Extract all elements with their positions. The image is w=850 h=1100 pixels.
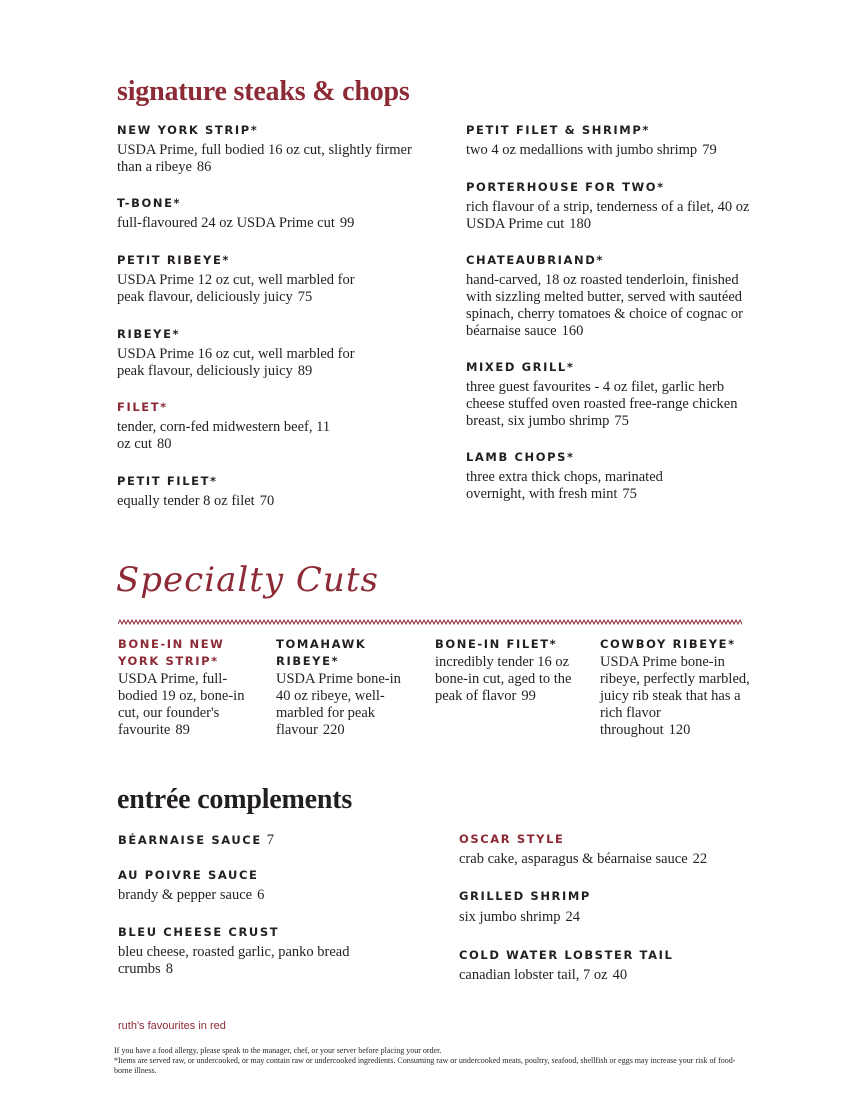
item-description: equally tender 8 oz filet 70 [117,493,275,509]
item-name: GRILLED SHRIMP [459,889,591,903]
item-price: 89 [297,363,313,379]
decorative-divider [118,618,742,626]
item-description: brandy & pepper sauce 6 [118,887,265,903]
item-name: BONE-IN FILET* [435,637,558,651]
complement-item [118,924,378,978]
item-name: NEW YORK STRIP* [117,123,259,137]
item-name: COWBOY RIBEYE* [600,637,736,651]
menu-item [117,326,377,380]
item-price: 180 [569,216,592,232]
item-price: 40 [612,967,628,983]
item-description: bleu cheese, roasted garlic, panko bread crumbs 8 [118,944,350,977]
favourites-legend: ruth's favourites in red [118,1020,226,1032]
item-description: three guest favourites - 4 oz filet, garlic herb cheese stuffed oven roasted free-range chicken breast, six jumbo shrimp 75 [466,379,738,429]
item-description: tender, corn-fed midwestern beef, 11 oz cut 80 [117,419,331,452]
item-price: 220 [322,722,345,738]
item-price: 70 [259,493,275,509]
specialty-item [435,636,585,705]
allergy-notice: If you have a food allergy, please speak to the manager, chef, or your server before placing your order. [114,1046,442,1055]
menu-item [117,122,417,176]
complement-item [118,831,438,849]
item-name: OSCAR STYLE [459,832,565,846]
item-price: 99 [339,215,355,231]
item-price: 8 [165,961,173,977]
item-name: PETIT RIBEYE* [117,253,231,267]
signature-section-title: signature steaks & chops [117,76,410,107]
item-price: 160 [561,323,584,339]
item-price: 7 [266,832,275,848]
item-price: 120 [668,722,691,738]
menu-item [466,179,756,233]
item-description: full-flavoured 24 oz USDA Prime cut 99 [117,215,355,231]
item-name: COLD WATER LOBSTER TAIL [459,948,674,962]
item-price: 99 [521,688,536,704]
item-price: 80 [157,436,172,452]
item-description: six jumbo shrimp 24 [459,909,581,925]
item-name: PETIT FILET* [117,474,218,488]
item-price: 6 [257,887,265,903]
item-description: hand-carved, 18 oz roasted tenderloin, finished with sizzling melted butter, served with sautéed spinach, cherry tomatoes & choice of cognac or béarnaise sauce 160 [466,272,744,339]
item-name: T-BONE* [117,196,182,210]
item-name: CHATEAUBRIAND* [466,253,605,267]
menu-item [117,195,417,232]
item-description: USDA Prime, full bodied 16 oz cut, slightly firmer than a ribeye 86 [117,142,412,175]
item-name: BÉARNAISE SAUCE [118,833,262,847]
item-description: incredibly tender 16 oz bone-in cut, aged to the peak of flavor 99 [435,654,572,704]
complements-section-title: entrée complements [117,784,353,815]
item-description: USDA Prime 16 oz cut, well marbled for peak flavour, deliciously juicy 89 [117,346,355,379]
menu-item [466,359,756,430]
item-description: USDA Prime bone-in ribeye, perfectly marbled, juicy rib steak that has a rich flavor throughout 120 [600,654,750,738]
item-description: rich flavour of a strip, tenderness of a filet, 40 oz USDA Prime cut 180 [466,199,750,232]
item-name: LAMB CHOPS* [466,450,575,464]
item-name: BLEU CHEESE CRUST [118,925,280,939]
menu-item [466,122,756,159]
item-description: USDA Prime 12 oz cut, well marbled for peak flavour, deliciously juicy 75 [117,272,355,305]
item-name: BONE-IN NEW YORK STRIP* [118,637,225,668]
item-description: USDA Prime bone-in 40 oz ribeye, well-marbled for peak flavour 220 [276,671,401,738]
specialty-item-favourite [118,636,258,739]
item-name: TOMAHAWK RIBEYE* [276,637,367,668]
menu-item [117,473,417,510]
item-name: PORTERHOUSE FOR TWO* [466,180,665,194]
item-name: RIBEYE* [117,327,181,341]
item-price: 75 [297,289,313,305]
item-description: canadian lobster tail, 7 oz 40 [459,967,628,983]
item-name: AU POIVRE SAUCE [118,868,259,882]
item-description: two 4 oz medallions with jumbo shrimp 79 [466,142,717,158]
specialty-section-title: Specialty Cuts [116,560,379,600]
menu-item [466,449,696,503]
item-price: 75 [622,486,637,502]
item-name: FILET* [117,400,168,414]
item-price: 24 [565,909,581,925]
item-price: 22 [692,851,708,867]
complement-item [459,888,759,926]
complement-item [118,867,438,904]
specialty-item [600,636,750,739]
item-name: MIXED GRILL* [466,360,575,374]
item-price: 86 [196,159,212,175]
menu-item-favourite [117,399,332,453]
complement-item-favourite [459,831,759,868]
raw-food-disclaimer: *Items are served raw, or undercooked, or may contain raw or undercooked ingredients. Consuming raw or undercooked meats, poultry, seafood, shellfish or eggs may increase your risk of food-borne illness. [114,1056,736,1075]
menu-item [117,252,377,306]
item-name: PETIT FILET & SHRIMP* [466,123,650,137]
item-price: 79 [702,142,717,158]
item-description: crab cake, asparagus & béarnaise sauce 22 [459,851,708,867]
complement-item [459,947,759,984]
menu-item [466,252,756,340]
item-price: 89 [175,722,190,738]
specialty-item [276,636,416,739]
item-price: 75 [614,413,629,429]
item-description: three extra thick chops, marinated overnight, with fresh mint 75 [466,469,663,502]
item-description: USDA Prime, full-bodied 19 oz, bone-in cut, our founder's favourite 89 [118,671,245,738]
